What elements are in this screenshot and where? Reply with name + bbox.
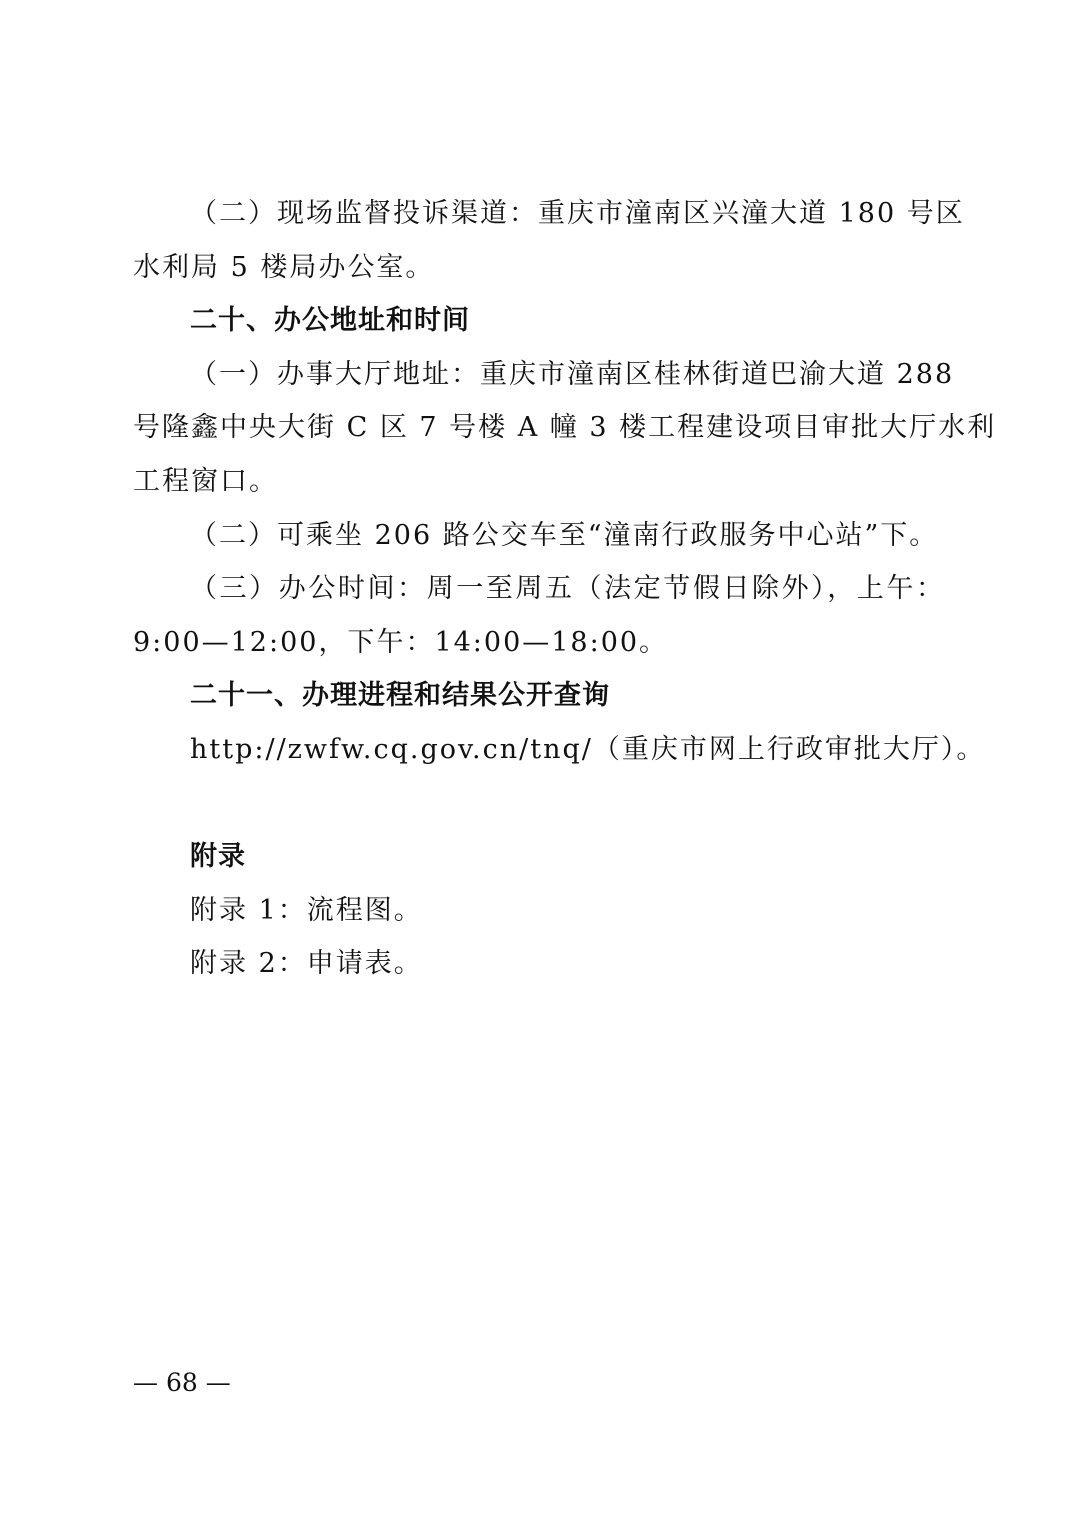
page-number: — 68 — — [133, 1368, 231, 1397]
appendix-title: 附录 — [190, 841, 246, 872]
complaint-channel-line-2: 水利局 5 楼局办公室。 — [133, 252, 435, 283]
query-url-line: http://zwfw.cq.gov.cn/tnq/（重庆市网上行政审批大厅）。 — [190, 734, 986, 765]
complaint-channel-line-1: （二）现场监督投诉渠道：重庆市潼南区兴潼大道 180 号区 — [190, 198, 965, 229]
office-hours-line-2: 9:00—12:00，下午：14:00—18:00。 — [133, 627, 669, 658]
appendix-item-2: 附录 2：申请表。 — [190, 948, 423, 979]
bus-route-line: （二）可乘坐 206 路公交车至“潼南行政服务中心站”下。 — [190, 520, 939, 551]
address-line-3: 工程窗口。 — [133, 466, 278, 497]
office-hours-line-1: （三）办公时间：周一至周五（法定节假日除外），上午： — [190, 573, 945, 604]
address-line-2: 号隆鑫中央大街 C 区 7 号楼 A 幢 3 楼工程建设项目审批大厅水利 — [133, 412, 997, 443]
section-heading-21: 二十一、办理进程和结果公开查询 — [190, 680, 610, 711]
appendix-item-1: 附录 1：流程图。 — [190, 895, 423, 926]
section-heading-20: 二十、办公地址和时间 — [190, 305, 470, 336]
address-line-1: （一）办事大厅地址：重庆市潼南区桂林街道巴渝大道 288 — [190, 359, 955, 390]
